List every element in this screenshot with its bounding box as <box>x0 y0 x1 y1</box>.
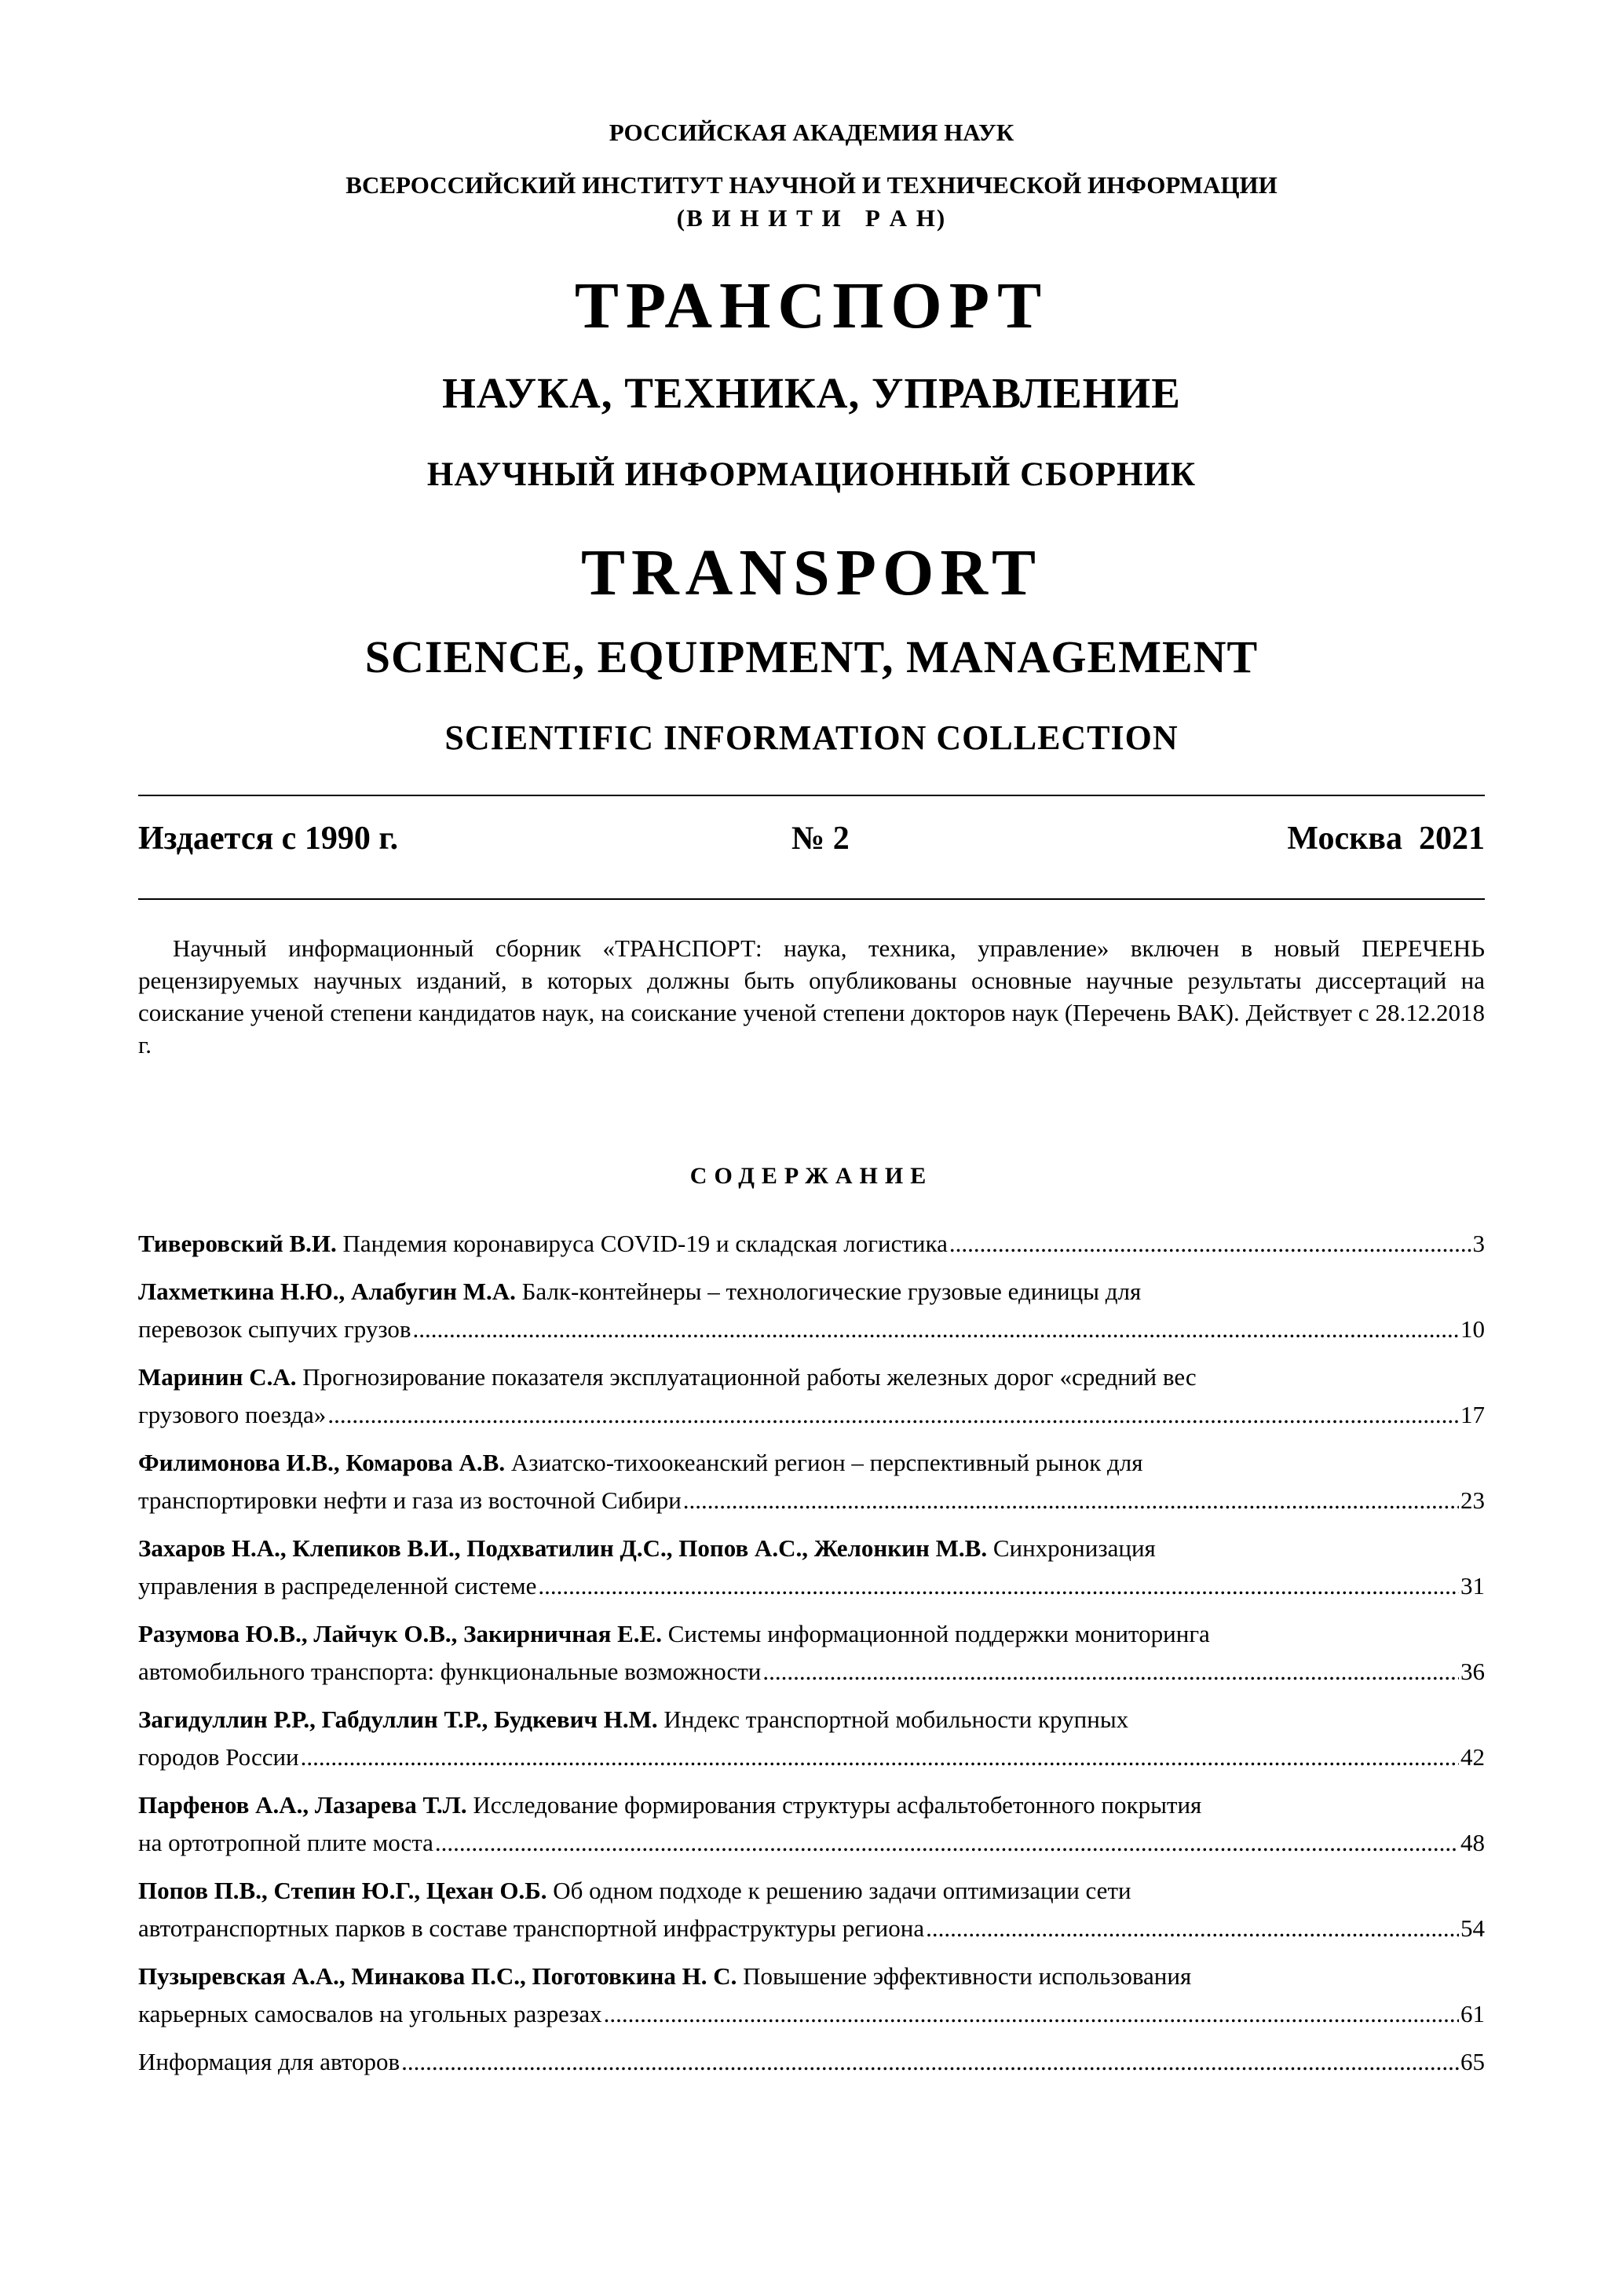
toc-entry-authors: Парфенов А.А., Лазарева Т.Л. <box>138 1791 467 1819</box>
toc-entry-authors: Лахметкина Н.Ю., Алабугин М.А. <box>138 1278 516 1305</box>
toc-entry-title-continued: управления в распределенной системе <box>138 1572 537 1600</box>
toc-entry-title-continued: карьерных самосвалов на угольных разрезах <box>138 2000 602 2027</box>
toc-entry <box>138 1225 1485 1263</box>
toc-entry-line <box>138 1786 1485 1824</box>
toc-entry-page: 42 <box>1460 1743 1485 1771</box>
toc-entry-page: 61 <box>1460 2000 1485 2027</box>
toc-entry-text <box>138 1620 1210 1647</box>
bottom-rule <box>138 898 1485 900</box>
dot-leader <box>683 1482 1459 1519</box>
toc-entry <box>138 1530 1485 1605</box>
issue-number: № 2 <box>791 821 850 857</box>
toc-entry-page: 3 <box>1472 1230 1485 1257</box>
top-rule <box>138 795 1485 796</box>
toc-entry-title-continued: транспортировки нефти и газа из восточной Сибири <box>138 1486 682 1514</box>
toc-entry-title: Системы информационной поддержки мониторинга <box>667 1620 1210 1647</box>
toc-entry-authors: Маринин С.А. <box>138 1363 297 1391</box>
title-ru-collection: НАУЧНЫЙ ИНФОРМАЦИОННЫЙ СБОРНИК <box>426 456 1197 493</box>
toc-entry-line <box>138 1567 1485 1605</box>
institute-abbreviation: (В И Н И Т И Р А Н) <box>676 204 947 232</box>
dot-leader <box>327 1396 1459 1434</box>
toc-entry-page: 65 <box>1460 2048 1485 2075</box>
toc-entry-line <box>138 1824 1485 1862</box>
toc-entry <box>138 2043 1485 2081</box>
toc-entry <box>138 1273 1485 1348</box>
title-en-main: TRANSPORT <box>580 536 1043 609</box>
toc-entry-text <box>138 1534 1156 1562</box>
toc-entry-authors: Пузыревская А.А., Минакова П.С., Поготовкина Н. С. <box>138 1962 737 1990</box>
dot-leader <box>762 1653 1459 1691</box>
toc-entry-text <box>138 1791 1201 1819</box>
toc-entry-title-continued: грузового поезда» <box>138 1401 327 1428</box>
title-en-subtitle: SCIENCE, EQUIPMENT, MANAGEMENT <box>364 631 1259 682</box>
toc-entry-text <box>138 1962 1191 1990</box>
toc-entry-line <box>138 1615 1485 1653</box>
toc-entry-title: Информация для авторов <box>138 2048 400 2075</box>
toc-entry-title: Балк-контейнеры – технологические грузовые единицы для <box>521 1278 1142 1305</box>
toc-entry-page: 10 <box>1460 1315 1485 1343</box>
toc-entry-line <box>138 2043 1485 2081</box>
table-of-contents <box>138 1225 1485 2091</box>
toc-entry-line <box>138 1358 1485 1396</box>
toc-entry <box>138 1444 1485 1519</box>
toc-entry-text <box>138 1278 1141 1305</box>
toc-entry-title-continued: на ортотропной плите моста <box>138 1829 433 1856</box>
title-ru-subtitle: НАУКА, ТЕХНИКА, УПРАВЛЕНИЕ <box>442 369 1181 417</box>
dot-leader <box>949 1225 1471 1263</box>
toc-entry-line <box>138 1396 1485 1434</box>
toc-entry-line <box>138 1225 1485 1263</box>
title-en-collection: SCIENTIFIC INFORMATION COLLECTION <box>444 718 1179 757</box>
toc-entry-line <box>138 1530 1485 1567</box>
toc-entry-authors: Попов П.В., Степин Ю.Г., Цехан О.Б. <box>138 1877 547 1904</box>
toc-entry-authors: Загидуллин Р.Р., Габдуллин Т.Р., Будкевич Н.М. <box>138 1706 658 1733</box>
toc-entry-title: Прогнозирование показателя эксплуатационной работы железных дорог «средний вес <box>302 1363 1197 1391</box>
toc-entry-authors: Разумова Ю.В., Лайчук О.В., Закирничная Е.Е. <box>138 1620 662 1647</box>
toc-entry-page: 23 <box>1460 1486 1485 1514</box>
toc-entry-title-continued: перевозок сыпучих грузов <box>138 1315 411 1343</box>
toc-entry-line <box>138 1273 1485 1311</box>
toc-entry-title: Индекс транспортной мобильности крупных <box>663 1706 1129 1733</box>
toc-entry-text <box>138 1706 1128 1733</box>
toc-entry-authors: Тиверовский В.И. <box>138 1230 337 1257</box>
toc-entry-text <box>138 1877 1131 1904</box>
toc-entry-page: 36 <box>1460 1658 1485 1685</box>
toc-entry <box>138 1872 1485 1947</box>
toc-entry-line <box>138 1701 1485 1738</box>
dot-leader <box>413 1311 1459 1348</box>
dot-leader <box>604 1995 1459 2033</box>
toc-entry-title: Повышение эффективности использования <box>743 1962 1192 1990</box>
toc-entry-title-continued: автотранспортных парков в составе транспортной инфраструктуры региона <box>138 1914 925 1942</box>
toc-entry <box>138 1615 1485 1691</box>
institute-name: ВСЕРОССИЙСКИЙ ИНСТИТУТ НАУЧНОЙ И ТЕХНИЧЕСКОЙ ИНФОРМАЦИИ <box>345 171 1278 199</box>
toc-entry-line <box>138 1738 1485 1776</box>
toc-entry-line <box>138 1311 1485 1348</box>
toc-entry-title: Азиатско-тихоокеанский регион – перспективный рынок для <box>510 1449 1143 1476</box>
toc-heading: СОДЕРЖАНИЕ <box>689 1163 934 1189</box>
toc-entry <box>138 1701 1485 1776</box>
toc-entry-line <box>138 1958 1485 1995</box>
toc-entry-page: 54 <box>1460 1914 1485 1942</box>
toc-entry-title-continued: автомобильного транспорта: функциональные возможности <box>138 1658 762 1685</box>
toc-entry-page: 17 <box>1460 1401 1485 1428</box>
toc-entry-authors: Филимонова И.В., Комарова А.В. <box>138 1449 506 1476</box>
toc-entry <box>138 1958 1485 2033</box>
academy-name: РОССИЙСКАЯ АКАДЕМИЯ НАУК <box>609 119 1014 146</box>
publication-since: Издается с 1990 г. <box>138 821 399 857</box>
toc-entry-text <box>138 1363 1197 1391</box>
toc-entry-text <box>138 1225 948 1263</box>
toc-entry-line <box>138 1910 1485 1947</box>
toc-entry-page: 31 <box>1460 1572 1485 1600</box>
toc-entry-text <box>138 1449 1143 1476</box>
toc-entry-line <box>138 1653 1485 1691</box>
dot-leader <box>435 1824 1459 1862</box>
dot-leader <box>301 1738 1459 1776</box>
place-and-year: Москва 2021 <box>1287 821 1485 857</box>
toc-entry-title-continued: городов России <box>138 1743 299 1771</box>
toc-entry-title: Исследование формирования структуры асфальтобетонного покрытия <box>473 1791 1202 1819</box>
toc-entry-authors: Захаров Н.А., Клепиков В.И., Подхватилин Д.С., Попов А.С., Желонкин М.В. <box>138 1534 988 1562</box>
toc-entry-line <box>138 1444 1485 1482</box>
intro-paragraph: Научный информационный сборник «ТРАНСПОРТ: наука, техника, управление» включен в новый ПЕРЕЧЕНЬ рецензируемых научных изданий, в которых должны быть опубликованы основные научные результаты диссертаций на соискание ученой степени кандидатов наук, на соискание ученой степени докторов наук (Перечень ВАК). Действует с 28.12.2018 г. <box>138 934 1485 1058</box>
dot-leader <box>401 2043 1459 2081</box>
toc-entry-line <box>138 1995 1485 2033</box>
dot-leader <box>926 1910 1459 1947</box>
toc-entry-line <box>138 1482 1485 1519</box>
toc-entry-title: Синхронизация <box>992 1534 1156 1562</box>
toc-entry-text <box>138 2043 400 2081</box>
toc-entry-page: 48 <box>1460 1829 1485 1856</box>
toc-entry <box>138 1358 1485 1434</box>
title-ru-main: ТРАНСПОРТ <box>574 269 1049 342</box>
toc-entry <box>138 1786 1485 1862</box>
toc-entry-title: Пандемия коронавируса COVID-19 и складская логистика <box>342 1230 948 1257</box>
toc-entry-title: Об одном подходе к решению задачи оптимизации сети <box>553 1877 1131 1904</box>
toc-entry-line <box>138 1872 1485 1910</box>
dot-leader <box>538 1567 1459 1605</box>
